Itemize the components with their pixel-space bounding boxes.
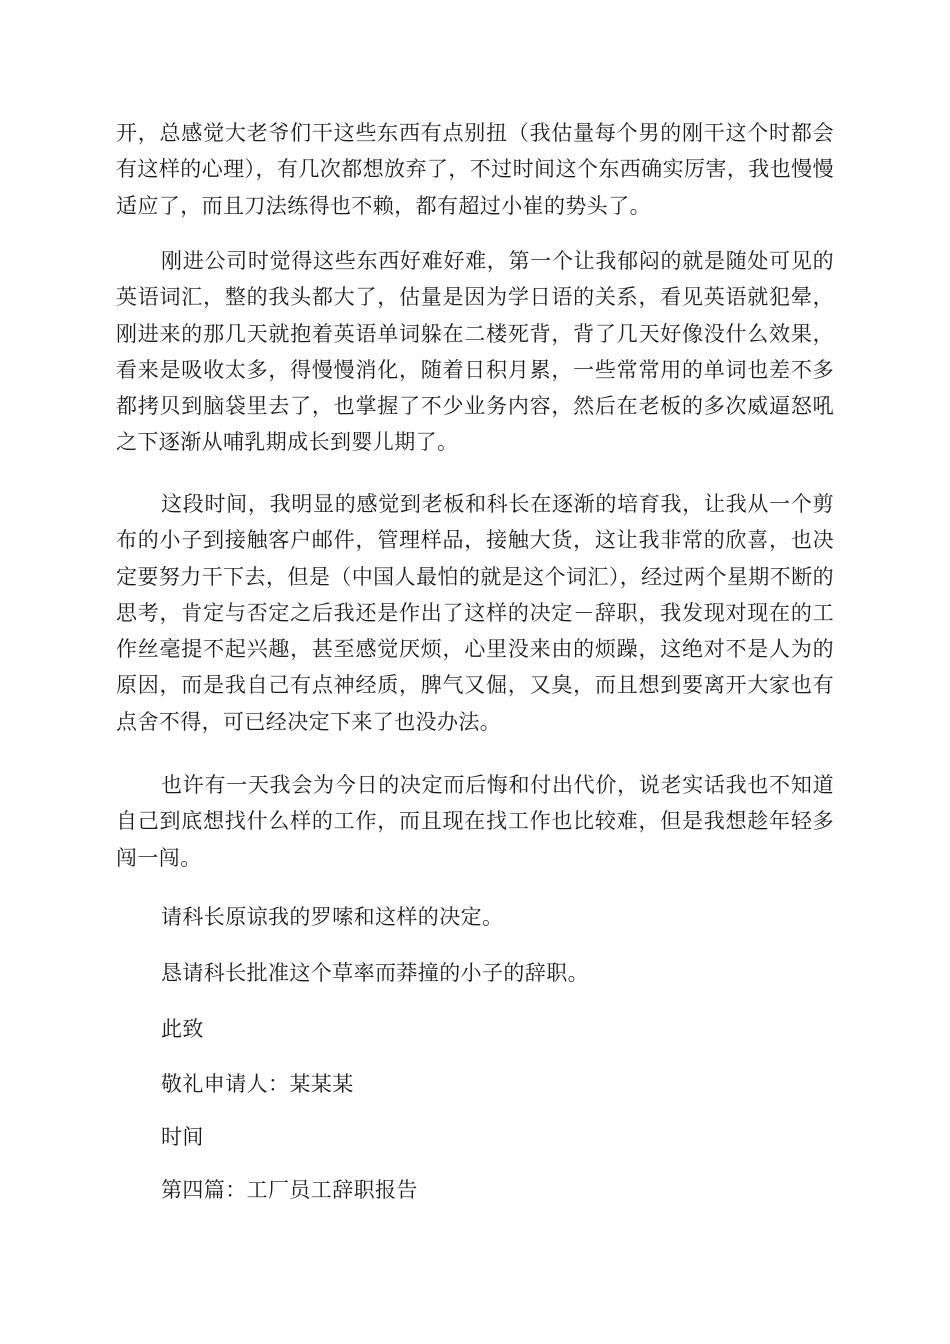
line-request-approval: 恳请科长批准这个草率而莽撞的小子的辞职。 <box>161 961 589 985</box>
line-applicant: 敬礼申请人：某某某 <box>161 1072 354 1096</box>
paragraph-future: 也许有一天我会为今日的决定而后悔和付出代价，说老实话我也不知道自己到底想找什么样的工作，而且现在找工作也比较难，但是我想趁年轻多闯一闯。 <box>116 773 834 870</box>
line-salutation: 此致 <box>161 1017 204 1041</box>
paragraph-decision-resign: 这段时间，我明显的感觉到老板和科长在逐渐的培育我，让我从一个剪布的小子到接触客户邮件，管理样品，接触大货，这让我非常的欣喜，也决定要努力干下去，但是（中国人最怕的就是这个词汇），经过两个星期不断的思考，肯定与否定之后我还是作出了这样的决定－辞职，我发现对现在的工作丝毫提不起兴趣，甚至感觉厌烦，心里没来由的烦躁，这绝对不是人为的原因，而是我自己有点神经质，脾气又倔，又臭，而且想到要离开大家也有点舍不得，可已经决定下来了也没办法。 <box>116 492 834 734</box>
paragraph-continuation: 开，总感觉大老爷们干这些东西有点别扭（我估量每个男的刚干这个时都会有这样的心理），有几次都想放弃了，不过时间这个东西确实厉害，我也慢慢适应了，而且刀法练得也不赖，都有超过小崔的势头了。 <box>116 121 834 218</box>
line-apology: 请科长原谅我的罗嗦和这样的决定。 <box>161 905 504 929</box>
paragraph-learning-english: 刚进公司时觉得这些东西好难好难，第一个让我郁闷的就是随处可见的英语词汇，整的我头都大了，估量是因为学日语的关系，看见英语就犯晕，刚进来的那几天就抱着英语单词躲在二楼死背，背了几天好像没什么效果，看来是吸收太多，得慢慢消化，随着日积月累，一些常常用的单词也差不多都拷贝到脑袋里去了，也掌握了不少业务内容，然后在老板的多次威逼怒吼之下逐渐从哺乳期成长到婴儿期了。 <box>116 249 834 455</box>
line-date: 时间 <box>161 1125 204 1149</box>
section-heading: 第四篇：工厂员工辞职报告 <box>161 1178 418 1202</box>
